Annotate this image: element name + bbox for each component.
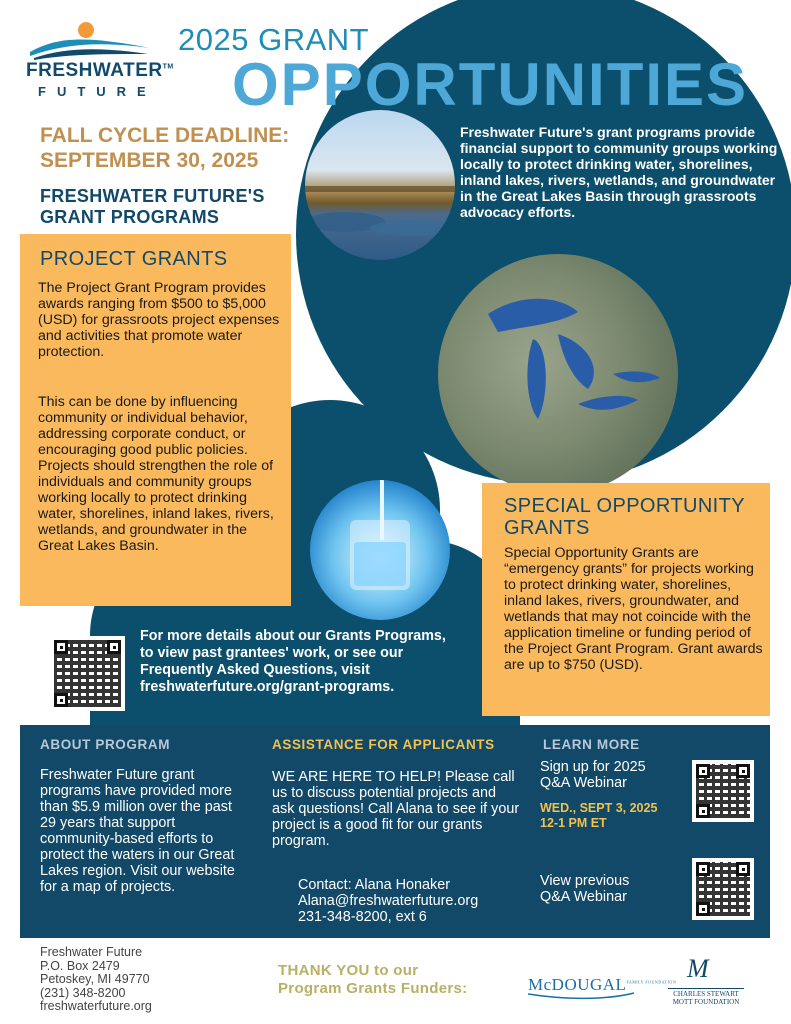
project-grants-text-2: This can be done by influencing community or individual behavior, addressing corporate conduct, or encouraging good public policies. Projects should strengthen the role of individuals and community groups working locally to protect drinking water, shorelines, inland lakes, rivers, wetlands, and groundwater in the Great Lakes Basin.: [38, 394, 274, 554]
title-year: 2025 GRANT: [178, 22, 370, 57]
about-heading: ABOUT PROGRAM: [40, 737, 171, 752]
qr-code-webinar-signup[interactable]: [692, 760, 754, 822]
footer-address: Freshwater Future P.O. Box 2479 Petoskey, MI 49770 (231) 348-8200 freshwaterfuture.org: [40, 945, 152, 1014]
title-main: OPPORTUNITIES: [232, 51, 749, 118]
assistance-text: WE ARE HERE TO HELP! Please call us to discuss potential projects and ask questions! Call Alana to see if your project is a good fit for our grants program.: [272, 769, 520, 849]
learn-more-heading: LEARN MORE: [543, 737, 640, 752]
previous-webinar-text[interactable]: View previous Q&A Webinar: [540, 873, 630, 905]
mcdougal-swoosh-icon: [526, 992, 636, 1000]
footer-website-link[interactable]: freshwaterfuture.org: [40, 999, 152, 1014]
mcdougal-logo: McDOUGAL$^{FAMILY FOUNDATION}$: [528, 975, 677, 994]
logo-subtitle: FUTURE: [38, 84, 157, 99]
webinar-date: WED., SEPT 3, 2025 12-1 PM ET: [540, 801, 658, 830]
about-text: Freshwater Future grant programs have provided more than $5.9 million over the past 29 years that support community-based efforts to protect the waters in our Great Lakes region. Visit our website for a map of projects.: [40, 767, 235, 895]
more-details-text: For more details about our Grants Programs, to view past grantees' work, or see our Frequently Asked Questions, visit freshwaterfuture.org/grant-programs.: [140, 628, 446, 695]
special-grants-box: [482, 483, 770, 716]
assistance-heading: ASSISTANCE FOR APPLICANTS: [272, 737, 495, 752]
project-grants-box: [20, 234, 291, 606]
project-grants-text-1: The Project Grant Program provides awards ranging from $500 to $5,000 (USD) for grassroots project expenses and activities that promote water protection.: [38, 280, 280, 360]
qr-code-grant-programs[interactable]: [50, 636, 125, 711]
great-lakes-map-image: [438, 254, 678, 494]
mott-logo-mark: M: [687, 954, 709, 983]
logo-wave-icon: [28, 34, 152, 60]
programs-heading: FRESHWATER FUTURE'S GRANT PROGRAMS: [40, 186, 265, 227]
signup-webinar-text[interactable]: Sign up for 2025 Q&A Webinar: [540, 759, 646, 791]
contact-email-link[interactable]: Alana@freshwaterfuture.org: [298, 893, 479, 909]
mott-logo-text: CHARLES STEWART MOTT FOUNDATION: [668, 988, 744, 1006]
deadline-heading: FALL CYCLE DEADLINE: SEPTEMBER 30, 2025: [40, 124, 290, 172]
special-grants-heading: SPECIAL OPPORTUNITY GRANTS: [504, 495, 745, 539]
water-glass-photo: [310, 480, 450, 620]
assistance-contact: Contact: Alana Honaker Alana@freshwaterfuture.org 231-348-8200, ext 6: [298, 877, 538, 925]
qr-code-previous-webinar[interactable]: [692, 858, 754, 920]
funders-thanks: THANK YOU to our Program Grants Funders:: [278, 962, 468, 997]
info-band: [20, 725, 770, 938]
intro-text: Freshwater Future's grant programs provide financial support to community groups working locally to protect drinking water, shorelines, inland lakes, rivers, wetlands, and groundwater in the Great Lakes Basin through grassroots advocacy efforts.: [460, 124, 778, 220]
project-grants-heading: PROJECT GRANTS: [40, 248, 228, 270]
landscape-photo: [305, 110, 455, 260]
special-grants-text: Special Opportunity Grants are “emergency grants” for projects working to protect drinking water, shorelines, inland lakes, rivers, groundwater, and wetlands that may not coincide with the application timeline or funding period of the Project Grant Program. Grant awards are up to $750 (USD).: [504, 545, 763, 673]
logo-wordmark: FRESHWATER™: [26, 60, 174, 81]
